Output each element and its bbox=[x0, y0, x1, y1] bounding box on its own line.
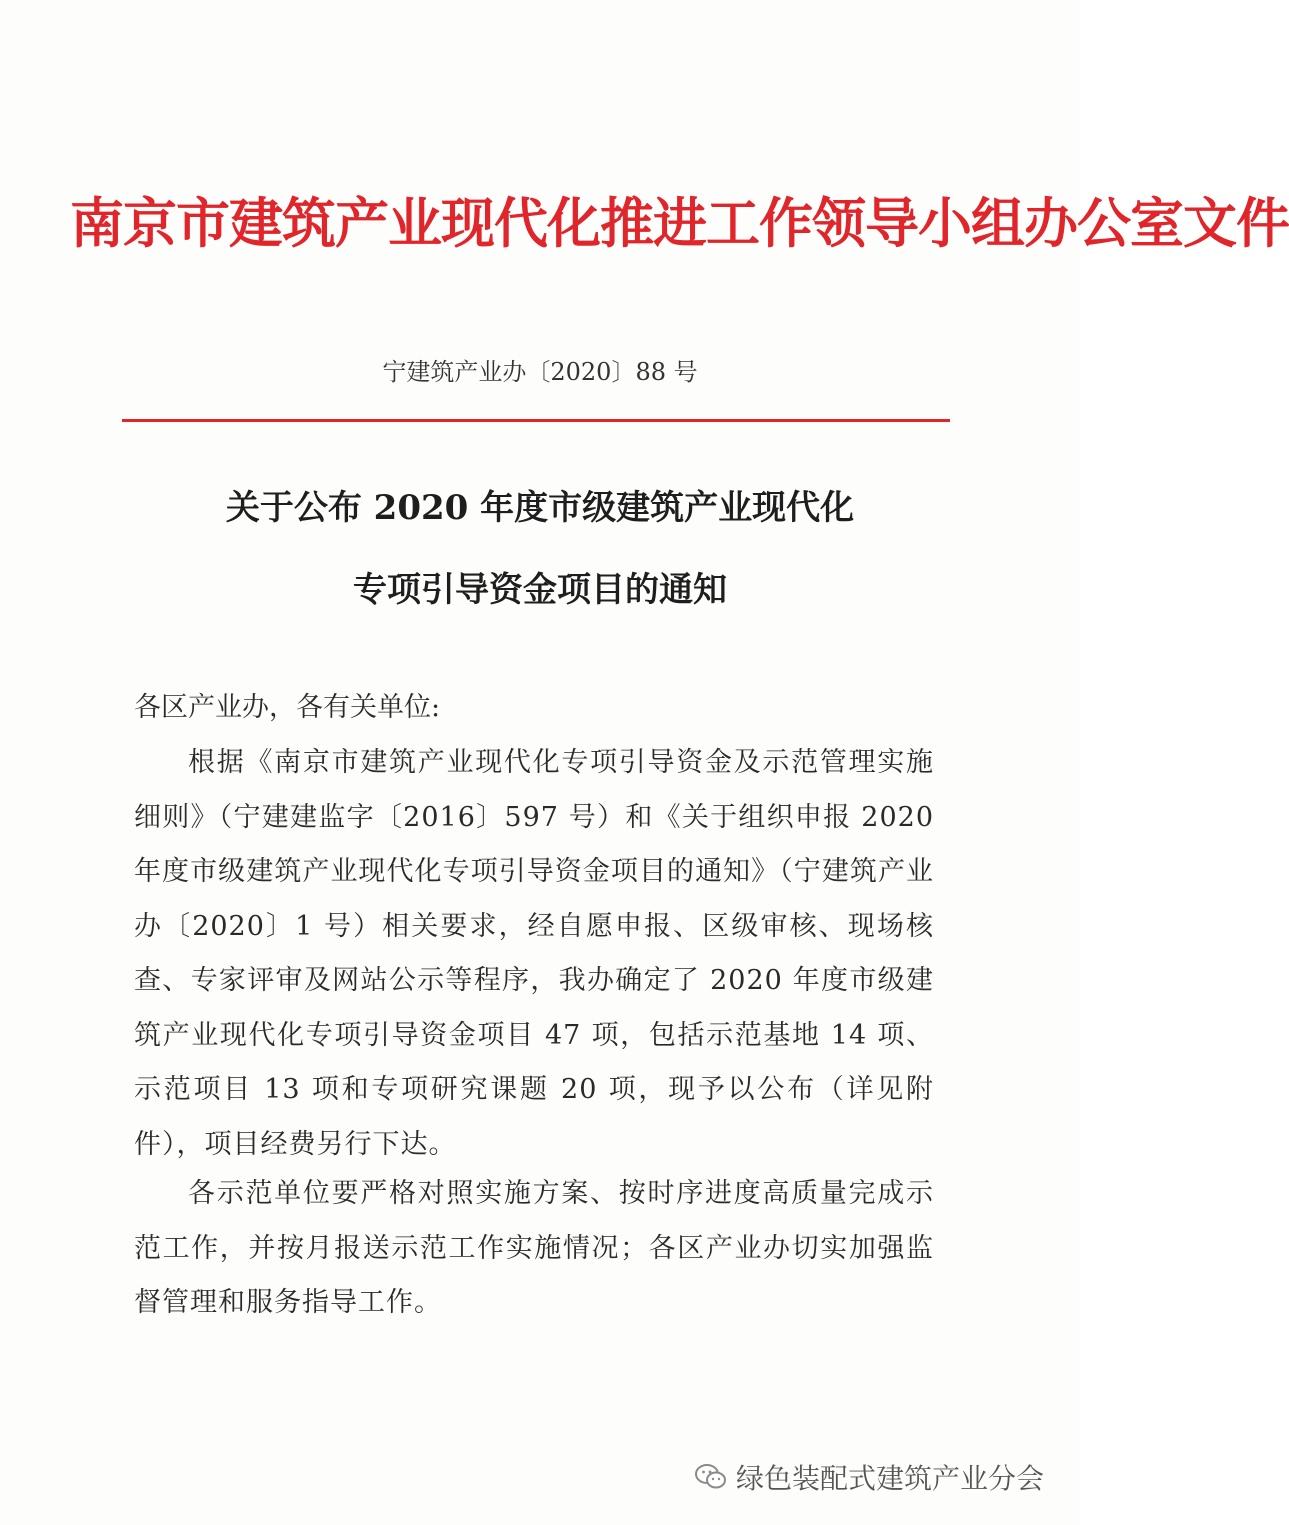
wechat-watermark bbox=[694, 1457, 1044, 1497]
document-number: 宁建筑产业办〔2020〕88 号 bbox=[382, 358, 698, 386]
notice-title-line-1: 关于公布 2020 年度市级建筑产业现代化 bbox=[225, 488, 855, 528]
red-divider-line bbox=[122, 419, 950, 422]
body-paragraph-2: 各示范单位要严格对照实施方案、按时序进度高质量完成示范工作，并按月报送示范工作实施情况；各区产业办切实加强监督管理和服务指导工作。 bbox=[134, 1178, 934, 1318]
body-paragraph-1: 根据《南京市建筑产业现代化专项引导资金及示范管理实施细则》（宁建建监字〔2016〕597 号）和《关于组织申报 2020 年度市级建筑产业现代化专项引导资金项目的通知》（宁建筑产业办〔2020〕1 号）相关要求，经自愿申报、区级审核、现场核查、专家评审及网站公示等程序，我办确定了 2020 年度市级建筑产业现代化专项引导资金项目 47 项，包括示范基地 14 项、示范项目 13 项和专项研究课题 20 项，现予以公布（详见附件），项目经费另行下达。 bbox=[134, 747, 934, 1160]
document-masthead: 南京市建筑产业现代化推进工作领导小组办公室文件 bbox=[70, 191, 1289, 255]
watermark-text: 绿色装配式建筑产业分会 bbox=[735, 1462, 1044, 1495]
wechat-icon bbox=[694, 1462, 728, 1492]
salutation: 各区产业办，各有关单位: bbox=[134, 692, 441, 723]
notice-title-line-2: 专项引导资金项目的通知 bbox=[353, 570, 727, 610]
